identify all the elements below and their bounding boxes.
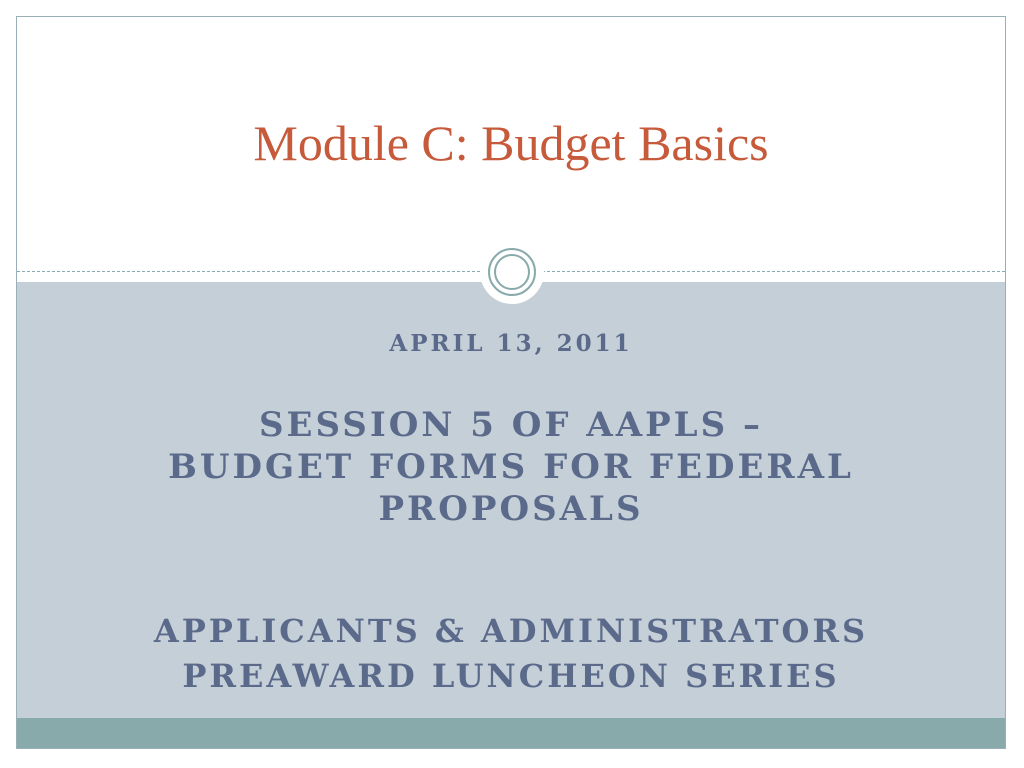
footer-bar xyxy=(17,718,1005,749)
slide xyxy=(16,16,1006,749)
series-heading xyxy=(17,609,1005,699)
presentation-date: APRIL 13, 2011 xyxy=(389,330,633,357)
session-line-2: BUDGET FORMS FOR FEDERAL xyxy=(168,447,854,487)
ornament-inner-ring xyxy=(494,254,530,290)
title-area xyxy=(17,17,1005,273)
ornament-outer-ring xyxy=(488,248,536,296)
subtitle-area xyxy=(17,282,1005,718)
slide-title: Module C: Budget Basics xyxy=(253,115,769,171)
double-circle-ornament-icon xyxy=(480,240,544,304)
session-line-3: PROPOSALS xyxy=(378,489,644,529)
series-line-1: APPLICANTS & ADMINISTRATORS xyxy=(153,612,869,650)
session-heading xyxy=(17,404,1005,530)
session-line-1: SESSION 5 OF AAPLS – xyxy=(259,405,763,445)
series-line-2: PREAWARD LUNCHEON SERIES xyxy=(182,657,840,695)
